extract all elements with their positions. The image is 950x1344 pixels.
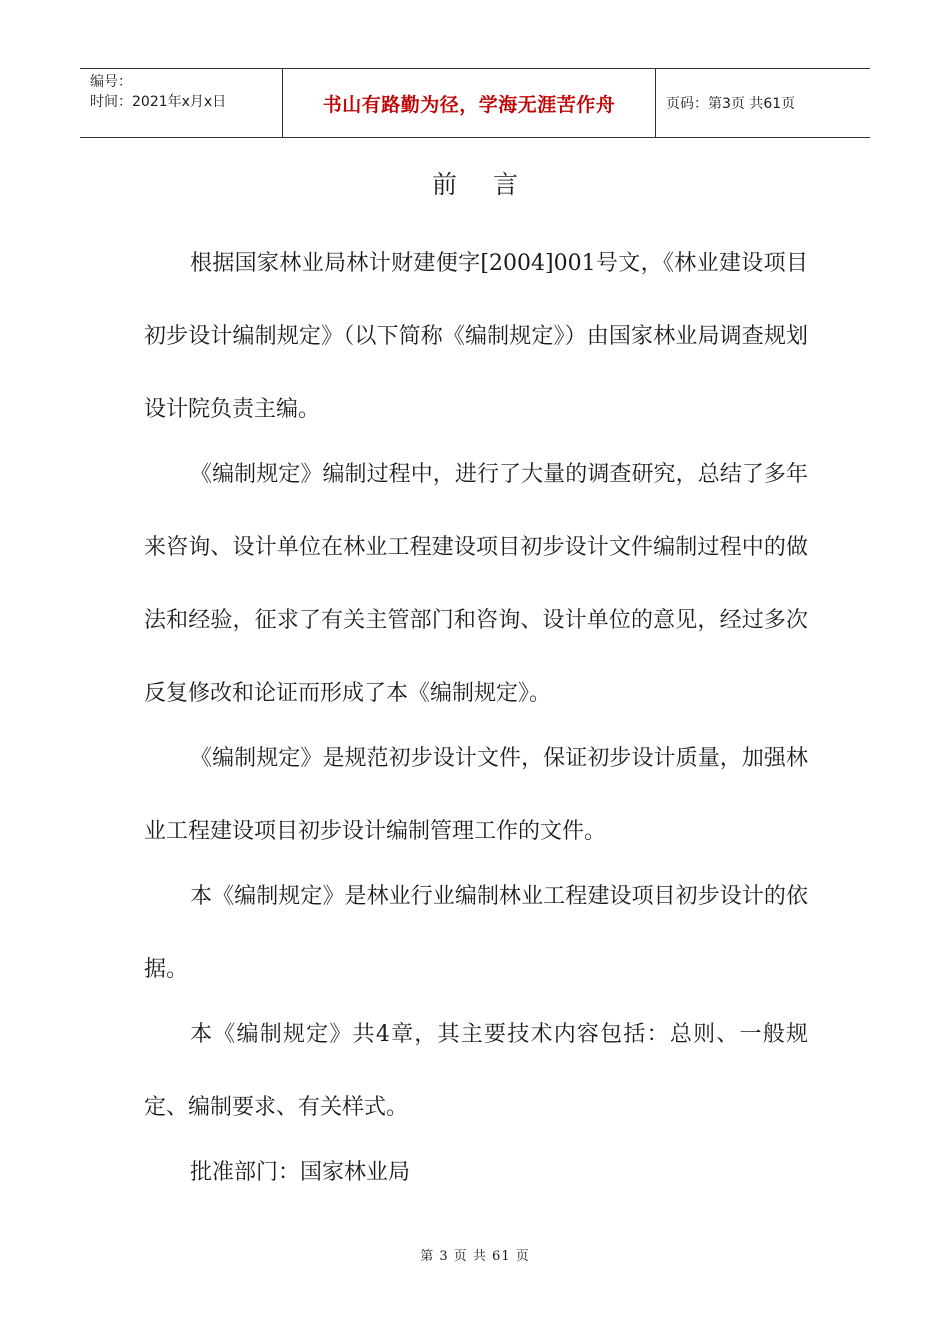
page-footer: 第 3 页 共 61 页 [420, 1249, 530, 1264]
header-meta [80, 69, 282, 137]
paragraph: 批准部门：国家林业局 [190, 1160, 411, 1185]
header-page-info: 页码：第3页 共61页 [666, 96, 796, 112]
paragraph: 根据国家林业局林计财建便字[2004]001号文，《林业建设项目初步设计编制规定》（以下简称《编制规定》）由国家林业局调查规划设计院负责主编。 [144, 251, 808, 422]
paragraph: 本《编制规定》共4章，其主要技术内容包括：总则、一般规定、编制要求、有关样式。 [144, 1022, 808, 1120]
code-label: 编号： [90, 74, 132, 90]
header-motto: 书山有路勤为径，学海无涯苦作舟 [282, 69, 656, 137]
date-label: 时间：2021年x月x日 [90, 94, 227, 110]
paragraph: 本《编制规定》是林业行业编制林业工程建设项目初步设计的依据。 [144, 884, 808, 982]
document-body [144, 227, 808, 1209]
paragraph: 《编制规定》是规范初步设计文件，保证初步设计质量，加强林业工程建设项目初步设计编制管理工作的文件。 [144, 746, 808, 844]
paragraph: 《编制规定》编制过程中，进行了大量的调查研究，总结了多年来咨询、设计单位在林业工程建设项目初步设计文件编制过程中的做法和经验，征求了有关主管部门和咨询、设计单位的意见，经过多次反复修改和论证而形成了本《编制规定》。 [144, 462, 808, 706]
document-title: 前言 [431, 170, 554, 199]
page-header [80, 68, 870, 138]
